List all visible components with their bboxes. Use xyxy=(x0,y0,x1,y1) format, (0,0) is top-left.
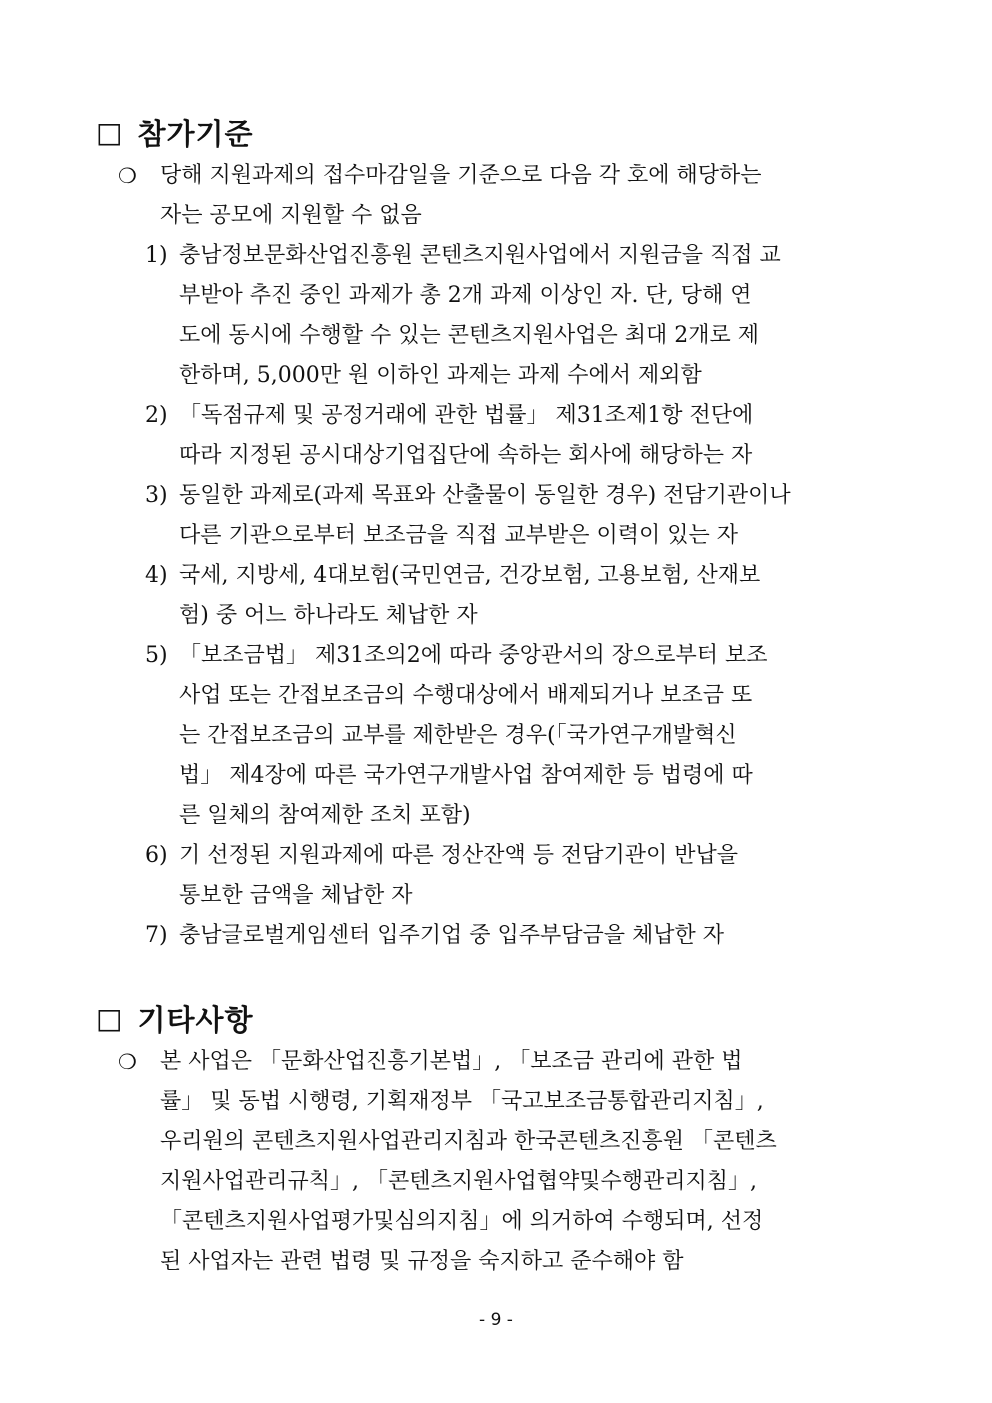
text-line: 본 사업은 「문화산업진흥기본법」, 「보조금 관리에 관한 법 xyxy=(160,1049,743,1074)
text-line: 충남정보문화산업진흥원 콘텐츠지원사업에서 지원금을 직접 교 xyxy=(179,243,781,268)
item-number: 7) xyxy=(145,923,168,948)
text-line: 률」 및 동법 시행령, 기획재정부 「국고보조금통합관리지침」, xyxy=(160,1089,764,1114)
text-line: 국세, 지방세, 4대보험(국민연금, 건강보험, 고용보험, 산재보 xyxy=(179,563,761,588)
list-item xyxy=(145,636,899,836)
text-line: 다른 기관으로부터 보조금을 직접 교부받은 이력이 있는 자 xyxy=(179,523,739,548)
text-line: 따라 지정된 공시대상기업집단에 속하는 회사에 해당하는 자 xyxy=(179,443,753,468)
section-title: 기타사항 xyxy=(137,1003,254,1037)
checkbox-square-icon: □ xyxy=(96,116,124,149)
text-line: 른 일체의 참여제한 조치 포함) xyxy=(179,803,471,828)
text-line: 기 선정된 지원과제에 따른 정산잔액 등 전담기관이 반납을 xyxy=(179,843,739,868)
text-line: 부받아 추진 중인 과제가 총 2개 과제 이상인 자. 단, 당해 연 xyxy=(179,283,752,308)
page-number: - 9 - xyxy=(479,1310,513,1330)
checkbox-square-icon: □ xyxy=(96,1002,124,1035)
item-number: 3) xyxy=(145,483,168,508)
intro-bullet xyxy=(118,156,908,236)
text-line: 「콘텐츠지원사업평가및심의지침」에 의거하여 수행되며, 선정 xyxy=(160,1209,764,1234)
text-line: 당해 지원과제의 접수마감일을 기준으로 다음 각 호에 해당하는 xyxy=(160,163,762,188)
list-item xyxy=(145,396,899,476)
text-line: 우리원의 콘텐츠지원사업관리지침과 한국콘텐츠진흥원 「콘텐츠 xyxy=(160,1129,777,1154)
section-heading-other xyxy=(96,998,254,1039)
text-line: 험) 중 어느 하나라도 체납한 자 xyxy=(179,603,478,628)
item-number: 4) xyxy=(145,563,168,588)
item-number: 5) xyxy=(145,643,168,668)
list-item xyxy=(145,916,899,956)
list-item xyxy=(145,236,899,396)
text-line: 된 사업자는 관련 법령 및 규정을 숙지하고 준수해야 함 xyxy=(160,1249,684,1274)
text-line: 자는 공모에 지원할 수 없음 xyxy=(160,203,422,228)
text-line: 사업 또는 간접보조금의 수행대상에서 배제되거나 보조금 또 xyxy=(179,683,753,708)
circle-bullet-icon: ❍ xyxy=(118,1050,137,1074)
other-bullet xyxy=(118,1042,908,1282)
section-heading-participation xyxy=(96,112,254,153)
list-item xyxy=(145,556,899,636)
text-line: 「보조금법」 제31조의2에 따라 중앙관서의 장으로부터 보조 xyxy=(179,643,768,668)
text-line: 지원사업관리규칙」, 「콘텐츠지원사업협약및수행관리지침」, xyxy=(160,1169,758,1194)
list-item xyxy=(145,836,899,916)
circle-bullet-icon: ❍ xyxy=(118,164,137,188)
text-line: 동일한 과제로(과제 목표와 산출물이 동일한 경우) 전담기관이나 xyxy=(179,483,791,508)
section-title: 참가기준 xyxy=(137,117,254,151)
item-number: 1) xyxy=(145,243,168,268)
text-line: 충남글로벌게임센터 입주기업 중 입주부담금을 체납한 자 xyxy=(179,923,725,948)
text-line: 는 간접보조금의 교부를 제한받은 경우(「국가연구개발혁신 xyxy=(179,723,737,748)
text-line: 법」 제4장에 따른 국가연구개발사업 참여제한 등 법령에 따 xyxy=(179,763,753,788)
item-number: 2) xyxy=(145,403,168,428)
text-line: 도에 동시에 수행할 수 있는 콘텐츠지원사업은 최대 2개로 제 xyxy=(179,323,759,348)
item-number: 6) xyxy=(145,843,168,868)
text-line: 통보한 금액을 체납한 자 xyxy=(179,883,413,908)
list-item xyxy=(145,476,899,556)
text-line: 한하며, 5,000만 원 이하인 과제는 과제 수에서 제외함 xyxy=(179,363,702,388)
text-line: 「독점규제 및 공정거래에 관한 법률」 제31조제1항 전단에 xyxy=(179,403,754,428)
